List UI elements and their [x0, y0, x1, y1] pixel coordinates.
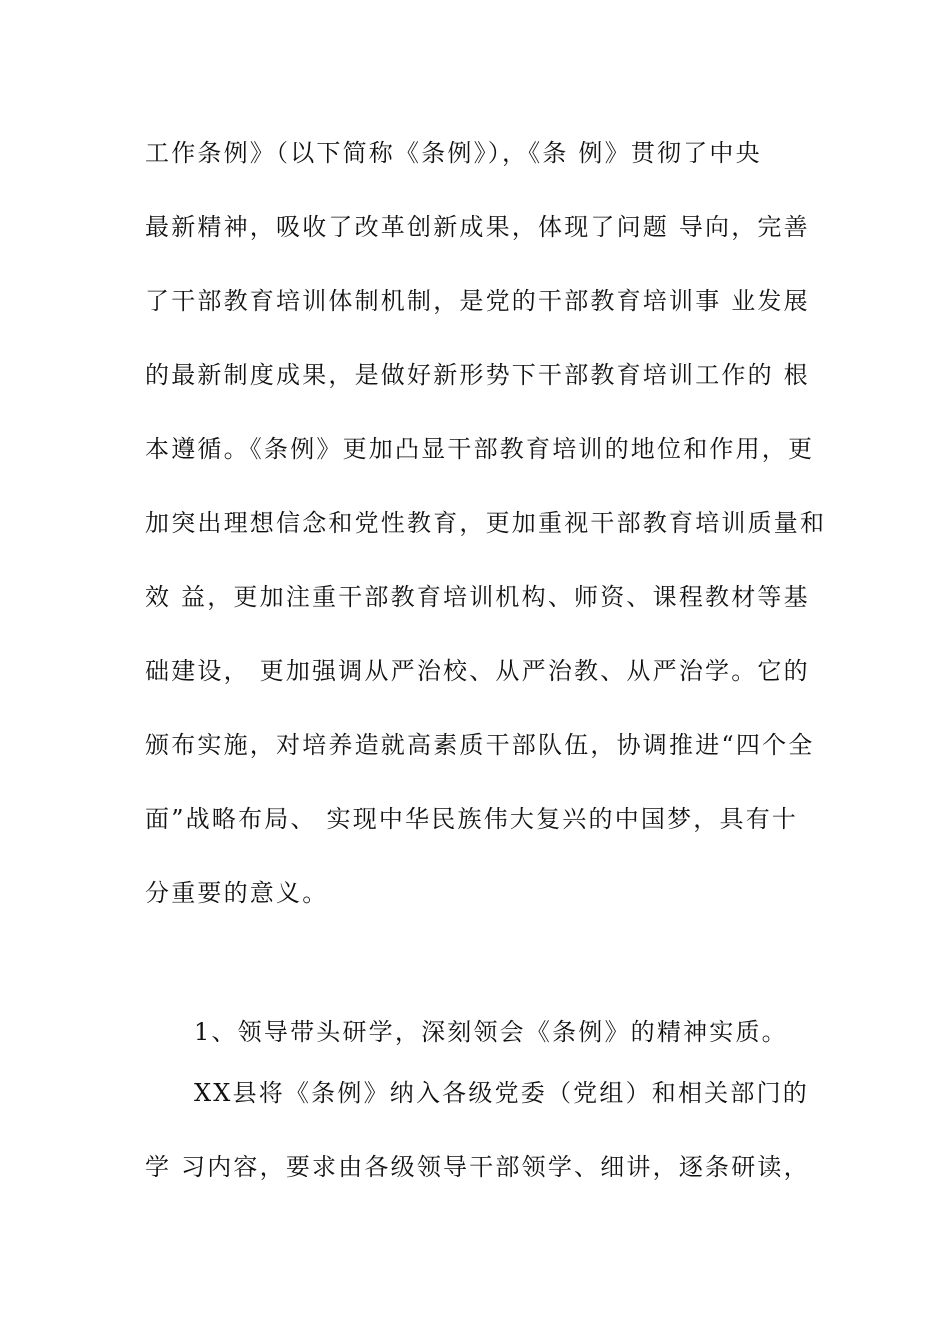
- body-line-6: 加突出理想信念和党性教育，更加重视干部教育培训质量和: [145, 509, 827, 537]
- body-line-7: 效 益，更加注重干部教育培训机构、师资、课程教材等基: [145, 583, 810, 611]
- body-line-5: 本遵循。《条例》更加凸显干部教育培训的地位和作用，更: [145, 435, 815, 463]
- body-line-8: 础建设， 更加强调从严治校、从严治教、从严治学。它的: [145, 657, 810, 685]
- body-line-10: 面”战略布局、 实现中华民族伟大复兴的中国梦，具有十: [145, 805, 799, 833]
- body-line-1: 工作条例》（以下简称《条例》），《条 例》贯彻了中央: [145, 139, 762, 167]
- body-line-9: 颁布实施，对培养造就高素质干部队伍，协调推进“四个全: [145, 731, 815, 759]
- section-heading: 1、领导带头研学，深刻领会《条例》的精神实质。: [194, 1018, 788, 1046]
- body-line-3: 了干部教育培训体制机制，是党的干部教育培训事 业发展: [145, 287, 810, 315]
- paragraph-line-2: 学 习内容，要求由各级领导干部领学、细讲，逐条研读，: [145, 1153, 810, 1181]
- paragraph-line-1: XX县将《条例》纳入各级党委（党组）和相关部门的: [194, 1079, 809, 1107]
- body-line-4: 的最新制度成果，是做好新形势下干部教育培训工作的 根: [145, 361, 810, 389]
- body-line-2: 最新精神，吸收了改革创新成果，体现了问题 导向，完善: [145, 213, 810, 241]
- body-line-11: 分重要的意义。: [145, 879, 329, 907]
